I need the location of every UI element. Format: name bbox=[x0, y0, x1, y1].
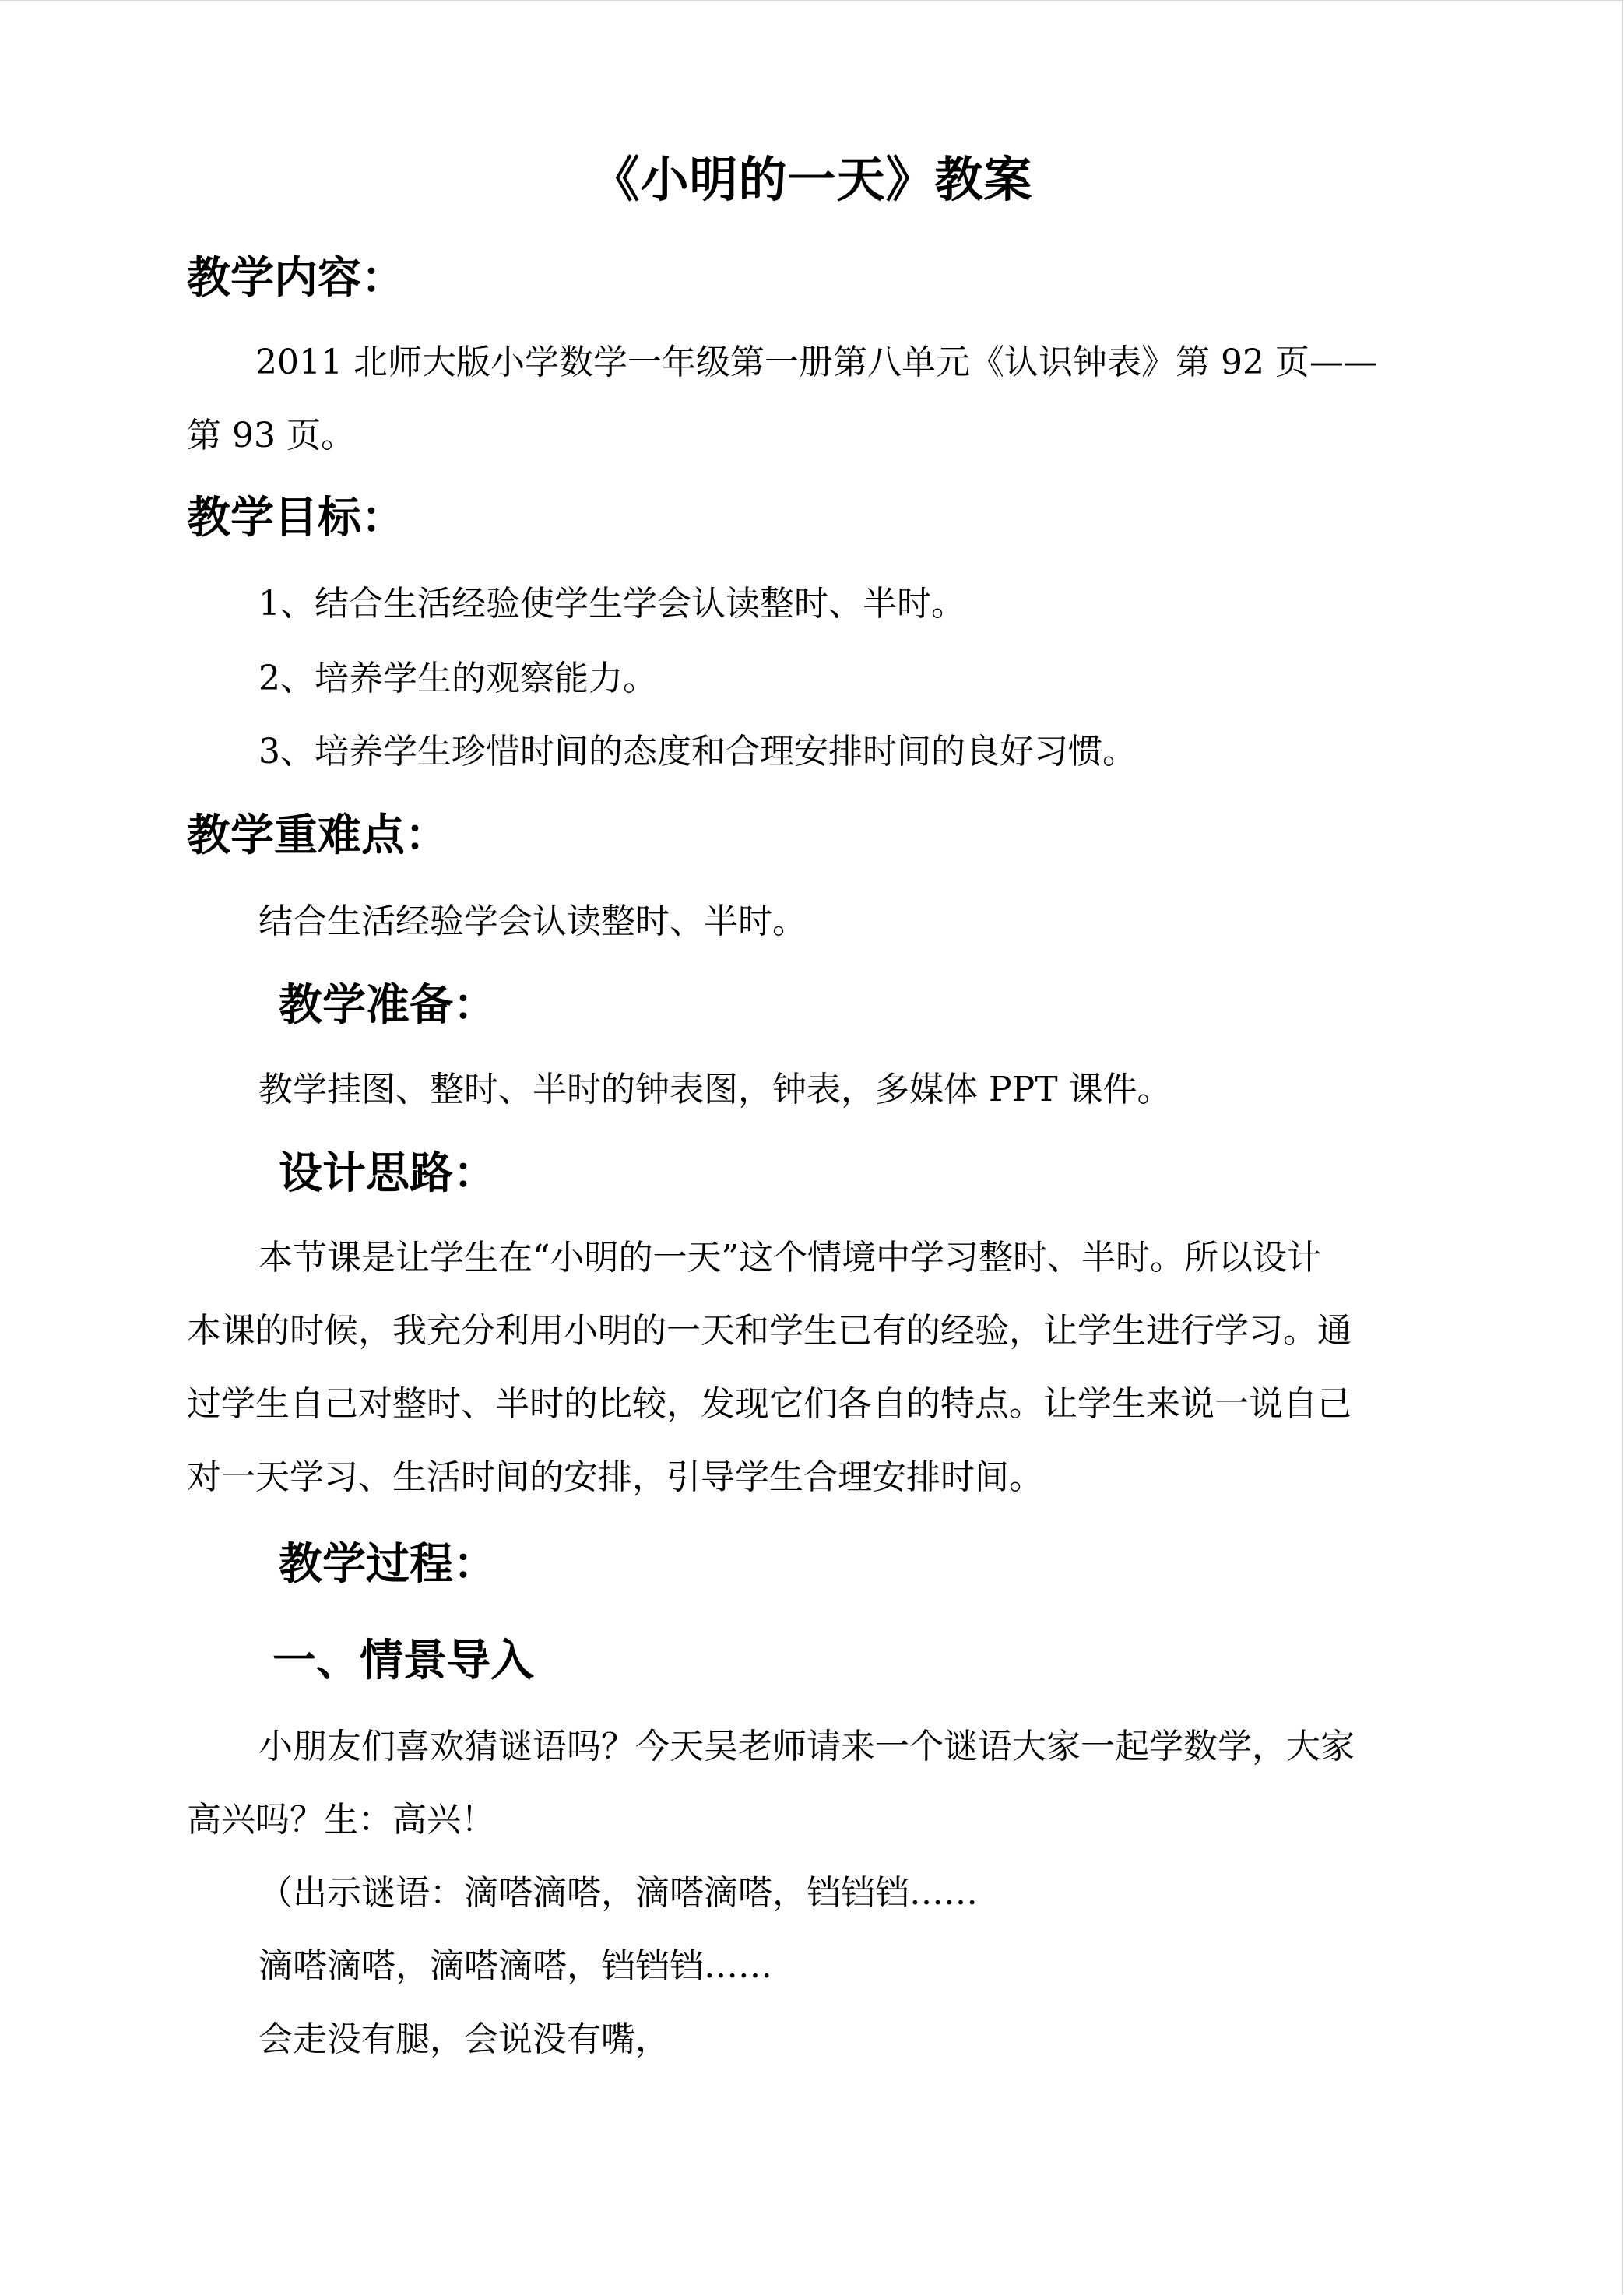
heading-teaching-content: 教学内容： bbox=[187, 253, 405, 304]
key-points-text: 结合生活经验学会认读整时、半时。 bbox=[258, 901, 807, 941]
goal-item-3: 3、培养学生珍惜时间的态度和合理安排时间的良好习惯。 bbox=[258, 732, 1137, 771]
heading-teaching-prep: 教学准备： bbox=[279, 980, 497, 1031]
heading-teaching-process: 教学过程： bbox=[279, 1539, 497, 1590]
design-text-line-2: 本课的时候，我充分利用小明的一天和学生已有的经验，让学生进行学习。通 bbox=[187, 1311, 1352, 1351]
riddle-line-2: 滴嗒滴嗒，滴嗒滴嗒，铛铛铛…… bbox=[258, 1946, 772, 1986]
heading-teaching-goals: 教学目标： bbox=[187, 493, 405, 543]
design-text-line-3: 过学生自己对整时、半时的比较，发现它们各自的特点。让学生来说一说自己 bbox=[187, 1384, 1352, 1424]
riddle-line-3: 会走没有腿，会说没有嘴， bbox=[258, 2019, 670, 2059]
step1-text-line-1: 小朋友们喜欢猜谜语吗？今天吴老师请来一个谜语大家一起学数学，大家 bbox=[258, 1727, 1355, 1766]
riddle-line-1: （出示谜语：滴嗒滴嗒，滴嗒滴嗒，铛铛铛…… bbox=[258, 1873, 978, 1913]
goal-item-1: 1、结合生活经验使学生学会认读整时、半时。 bbox=[258, 584, 965, 624]
step1-text-line-2: 高兴吗？生：高兴！ bbox=[187, 1800, 495, 1840]
content-text-line-2: 第 93 页。 bbox=[187, 416, 355, 455]
design-text-line-4: 对一天学习、生活时间的安排，引导学生合理安排时间。 bbox=[187, 1457, 1043, 1497]
content-text-line-1: 2011 北师大版小学数学一年级第一册第八单元《认识钟表》第 92 页—— bbox=[255, 343, 1378, 382]
design-text-line-1: 本节课是让学生在“小明的一天”这个情境中学习整时、半时。所以设计 bbox=[258, 1238, 1321, 1278]
heading-step-1-intro: 一、情景导入 bbox=[272, 1636, 534, 1686]
document-title: 《小明的一天》教案 bbox=[591, 151, 1033, 208]
heading-design-idea: 设计思路： bbox=[279, 1148, 497, 1199]
heading-key-points: 教学重难点： bbox=[187, 810, 448, 861]
prep-text: 教学挂图、整时、半时的钟表图，钟表，多媒体 PPT 课件。 bbox=[258, 1070, 1172, 1109]
goal-item-2: 2、培养学生的观察能力。 bbox=[258, 659, 657, 698]
